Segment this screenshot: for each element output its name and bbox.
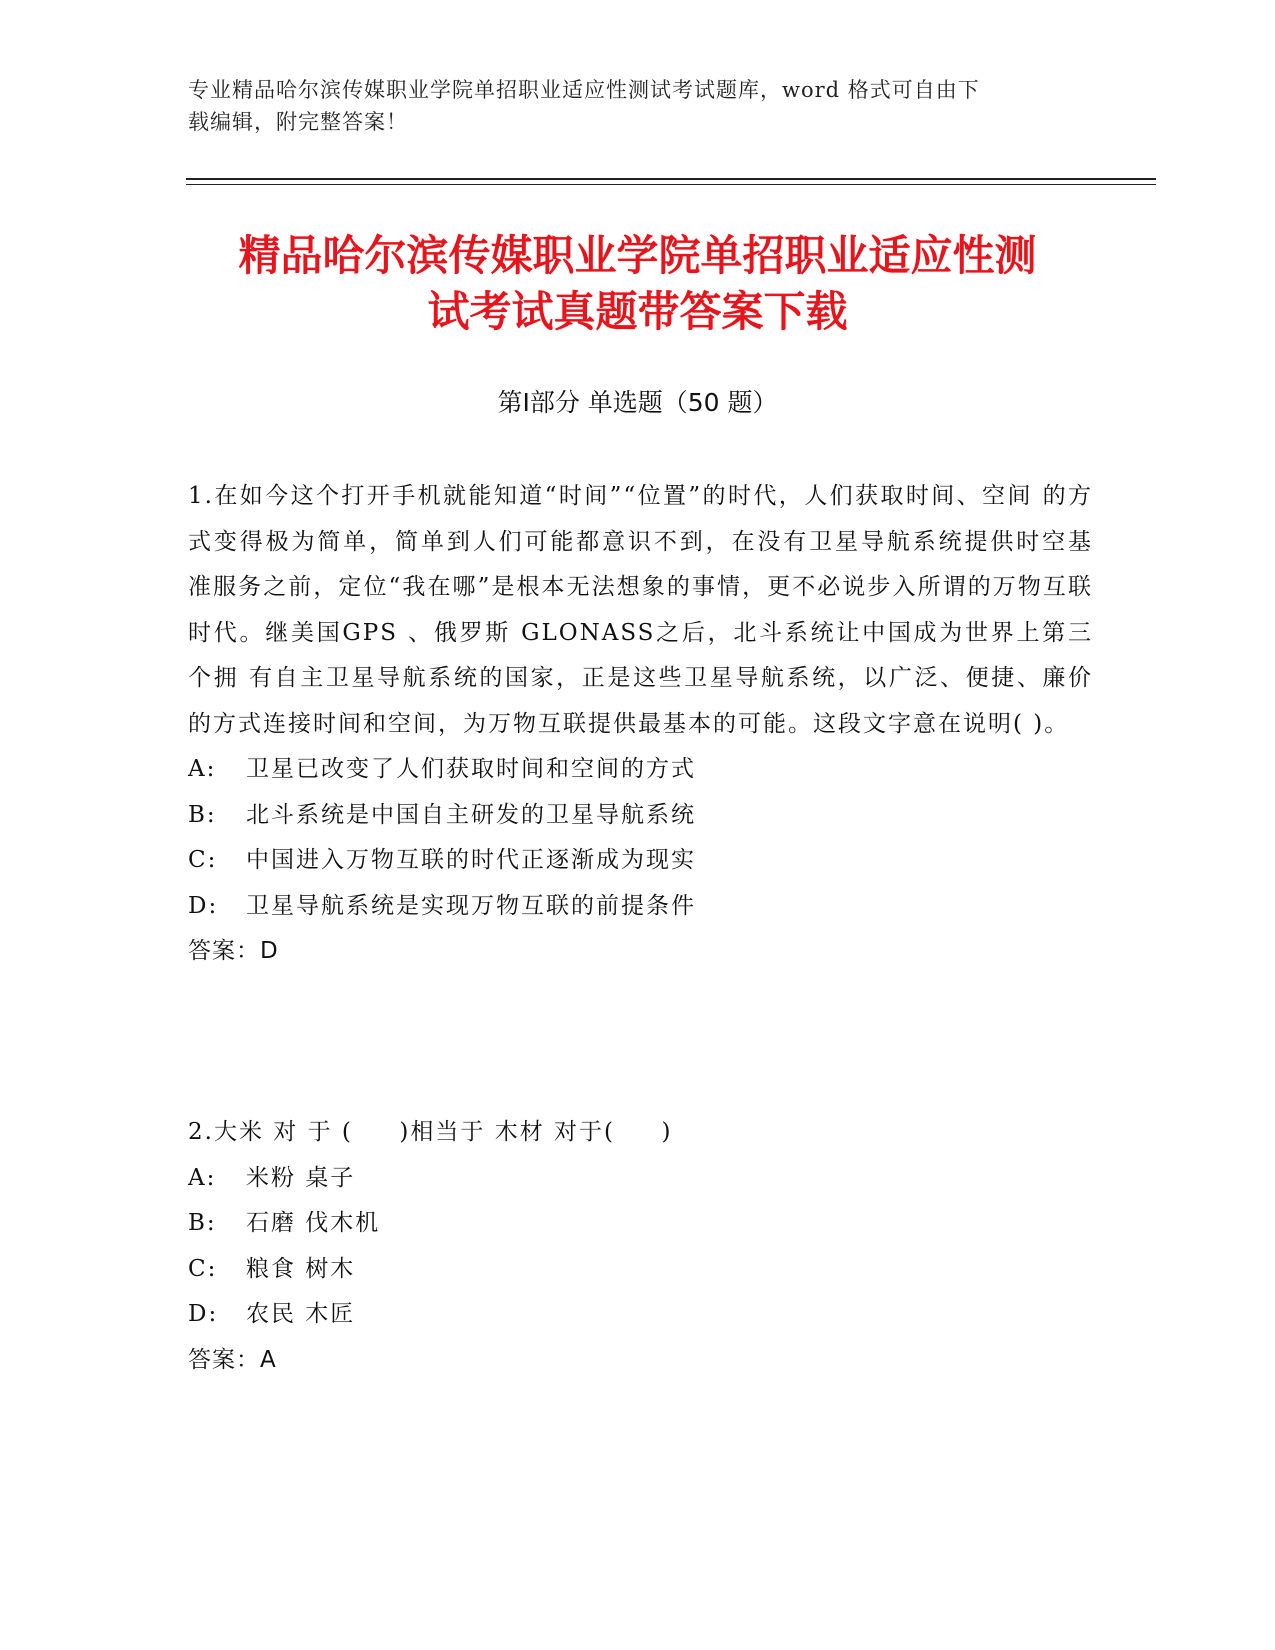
option-text: 北斗系统是中国自主研发的卫星导航系统 bbox=[246, 801, 696, 828]
option-letter: C: bbox=[188, 847, 218, 873]
section-title: 第Ⅰ部分 单选题（50 题） bbox=[497, 388, 778, 417]
option-text: 粮食 树木 bbox=[246, 1255, 356, 1282]
option-d bbox=[188, 884, 1093, 930]
option-text: 中国进入万物互联的时代正逐渐成为现实 bbox=[246, 847, 696, 873]
option-text: 米粉 桌子 bbox=[246, 1164, 356, 1191]
document-title-line-1: 精品哈尔滨传媒职业学院单招职业适应性测 bbox=[238, 231, 1037, 280]
option-a bbox=[188, 1156, 1093, 1202]
header-divider-thick bbox=[186, 178, 1156, 180]
header-note-line-1: 专业精品哈尔滨传媒职业学院单招职业适应性测试考试题库，word 格式可自由下 bbox=[188, 78, 980, 102]
option-letter: D: bbox=[188, 1301, 219, 1327]
question-stem: 1.在如今这个打开手机就能知道“时间”“位置”的时代，人们获取时间、空间 的方式变得极为简单，简单到人们可能都意识不到，在没有卫星导航系统提供时空基 准服务之前，定位“我在哪”是根本无法想象的事情，更不必说步入所谓的万物互联 时代。继美国GPS 、俄罗斯 GLONASS之后，北斗系统让中国成为世界上第三个拥 有自主卫星导航系统的国家，正是这些卫星导航系统，以广泛、便捷、廉价的方式连接时间和空间，为万物互联提供最基本的可能。这段文字意在说明( )。 bbox=[188, 483, 1093, 737]
option-text: 农民 木匠 bbox=[246, 1301, 356, 1327]
option-c bbox=[188, 838, 1093, 884]
question-2 bbox=[188, 1110, 1093, 1383]
option-b bbox=[188, 1201, 1093, 1247]
header-note bbox=[188, 74, 1088, 138]
document-title-line-2: 试考试真题带答案下载 bbox=[427, 287, 848, 336]
option-letter: A: bbox=[188, 756, 217, 782]
option-letter: D: bbox=[188, 892, 219, 919]
option-a bbox=[188, 747, 1093, 793]
option-d bbox=[188, 1292, 1093, 1338]
option-c bbox=[188, 1247, 1093, 1293]
option-text: 卫星已改变了人们获取时间和空间的方式 bbox=[246, 756, 696, 782]
header-note-line-2: 载编辑，附完整答案！ bbox=[188, 110, 408, 134]
question-1 bbox=[188, 474, 1093, 975]
question-stem: 2.大米 对 于 ( )相当于 木材 对于( ) bbox=[188, 1119, 673, 1145]
answer-line: 答案：D bbox=[188, 938, 279, 964]
option-text: 石磨 伐木机 bbox=[246, 1210, 381, 1236]
option-text: 卫星导航系统是实现万物互联的前提条件 bbox=[246, 892, 696, 919]
document-title bbox=[160, 228, 1115, 340]
option-letter: A: bbox=[188, 1164, 217, 1191]
answer-line: 答案：A bbox=[188, 1346, 277, 1373]
header-divider-thin bbox=[186, 184, 1156, 185]
option-letter: B: bbox=[188, 1210, 217, 1236]
option-letter: C: bbox=[188, 1255, 218, 1282]
option-letter: B: bbox=[188, 801, 217, 828]
option-b bbox=[188, 793, 1093, 839]
